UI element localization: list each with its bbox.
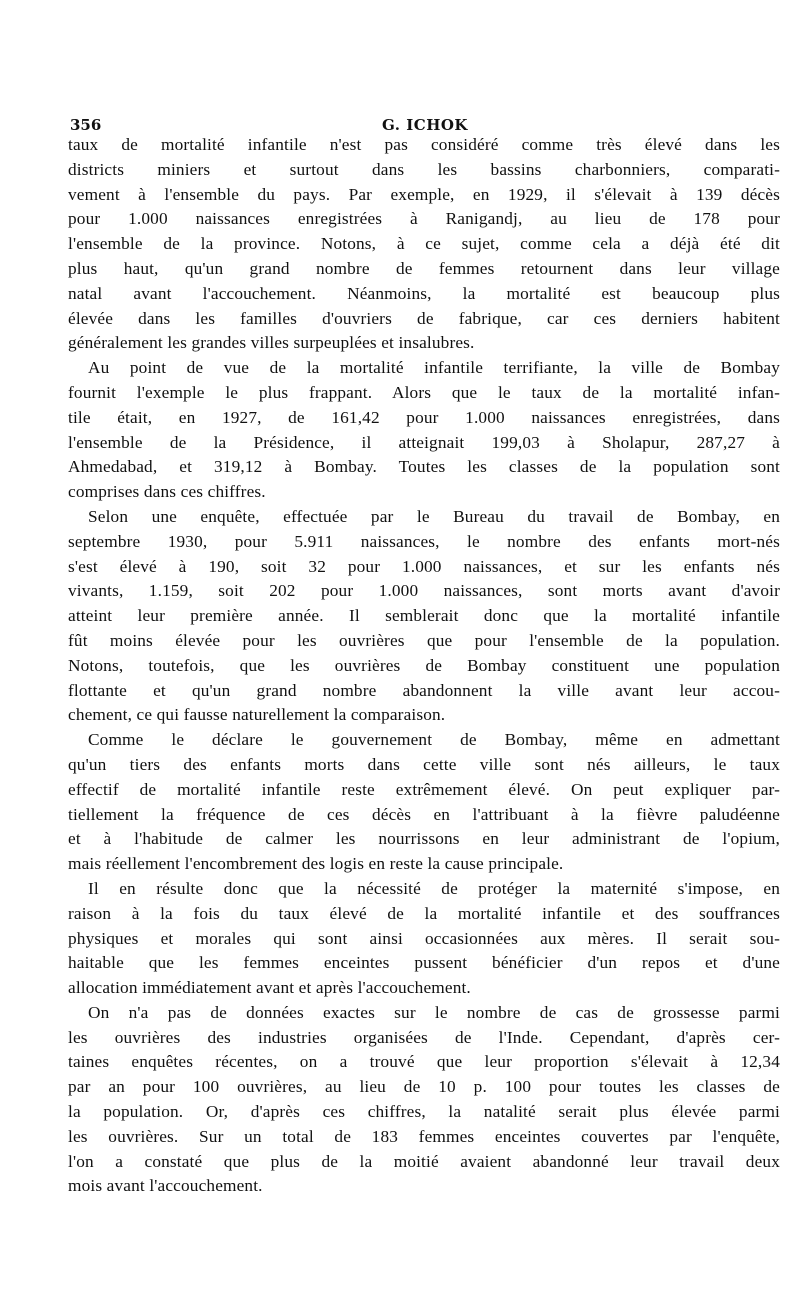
paragraph — [68, 356, 780, 505]
text-line: l'ensemble de la Présidence, il atteignait 199,03 à Sholapur, 287,27 à — [68, 432, 780, 452]
text-line: mois avant l'accouchement. — [68, 1176, 263, 1196]
text-line: l'on a constaté que plus de la moitié avaient abandonné leur travail deux — [68, 1151, 780, 1171]
text-line: taux de mortalité infantile n'est pas considéré comme très élevé dans les — [68, 135, 780, 154]
text-line: s'est élevé à 190, soit 32 pour 1.000 naissances, et sur les enfants nés — [68, 556, 780, 576]
text-line: effectif de mortalité infantile reste extrêmement élevé. On peut expliquer par- — [68, 779, 780, 799]
text-line: la population. Or, d'après ces chiffres, la natalité serait plus élevée parmi — [68, 1102, 780, 1122]
text-line: et à l'habitude de calmer les nourrissons en leur administrant de l'opium, — [68, 829, 780, 849]
text-line: Au point de vue de la mortalité infantile terrifiante, la ville de Bombay — [88, 358, 780, 378]
page-number: 356 — [70, 116, 102, 134]
text-line: fournit l'exemple le plus frappant. Alors que le taux de la mortalité infan- — [68, 382, 780, 402]
text-line: Ahmedabad, et 319,12 à Bombay. Toutes les classes de la population sont — [68, 457, 780, 477]
text-line: Il en résulte donc que la nécessité de protéger la maternité s'impose, en — [88, 878, 780, 898]
text-line: taines enquêtes récentes, on a trouvé que leur proportion s'élevait à 12,34 — [68, 1052, 780, 1072]
text-line: mais réellement l'encombrement des logis en reste la cause principale. — [68, 854, 564, 874]
text-line: élevée dans les familles d'ouvriers de fabrique, car ces derniers habitent — [68, 308, 780, 328]
text-line: les ouvrières des industries organisées de l'Inde. Cependant, d'après cer- — [68, 1027, 780, 1047]
text-line: allocation immédiatement avant et après l'accouchement. — [68, 978, 471, 998]
text-line: comprises dans ces chiffres. — [68, 482, 266, 502]
running-title: G. ICHOK — [382, 116, 468, 134]
text-line: tile était, en 1927, de 161,42 pour 1.000 naissances enregistrées, dans — [68, 407, 780, 427]
text-line: tiellement la fréquence de ces décès en l'attribuant à la fièvre paludéenne — [68, 804, 780, 824]
text-line: Notons, toutefois, que les ouvrières de Bombay constituent une population — [68, 655, 780, 675]
text-line: physiques et morales qui sont ainsi occasionnées aux mères. Il serait sou- — [68, 928, 780, 948]
text-line: atteint leur première année. Il semblerait donc que la mortalité infantile — [68, 606, 780, 626]
text-line: septembre 1930, pour 5.911 naissances, le nombre des enfants mort-nés — [68, 531, 780, 551]
text-line: généralement les grandes villes surpeuplées et insalubres. — [68, 333, 475, 353]
text-line: les ouvrières. Sur un total de 183 femmes enceintes couvertes par l'enquête, — [68, 1126, 780, 1146]
text-line: qu'un tiers des enfants morts dans cette ville sont nés ailleurs, le taux — [68, 754, 780, 774]
text-line: chement, ce qui fausse naturellement la comparaison. — [68, 705, 446, 725]
text-line: haitable que les femmes enceintes pussent bénéficier d'un repos et d'une — [68, 953, 780, 973]
text-line: vivants, 1.159, soit 202 pour 1.000 naissances, sont morts avant d'avoir — [68, 581, 780, 601]
text-line: l'ensemble de la province. Notons, à ce sujet, comme cela a déjà été dit — [68, 234, 780, 254]
paragraph — [68, 728, 780, 877]
paragraph — [68, 1001, 780, 1199]
text-line: natal avant l'accouchement. Néanmoins, la mortalité est beaucoup plus — [68, 283, 780, 303]
text-line: flottante et qu'un grand nombre abandonnent la ville avant leur accou- — [68, 680, 780, 700]
paragraph — [68, 877, 780, 1001]
text-line: fût moins élevée pour les ouvrières que pour l'ensemble de la population. — [68, 630, 780, 650]
text-line: plus haut, qu'un grand nombre de femmes retournent dans leur village — [68, 258, 780, 278]
paragraph — [68, 133, 780, 356]
paragraph — [68, 505, 780, 728]
page-body — [68, 133, 780, 1199]
text-line: Comme le déclare le gouvernement de Bombay, même en admettant — [88, 730, 780, 750]
text-line: par an pour 100 ouvrières, au lieu de 10 p. 100 pour toutes les classes de — [68, 1077, 780, 1097]
text-line: pour 1.000 naissances enregistrées à Ranigandj, au lieu de 178 pour — [68, 209, 780, 229]
text-line: On n'a pas de données exactes sur le nombre de cas de grossesse parmi — [88, 1002, 780, 1022]
text-line: districts miniers et surtout dans les bassins charbonniers, comparati- — [68, 159, 780, 179]
text-line: vement à l'ensemble du pays. Par exemple, en 1929, il s'élevait à 139 décès — [68, 184, 780, 204]
text-line: Selon une enquête, effectuée par le Bureau du travail de Bombay, en — [88, 506, 780, 526]
text-line: raison à la fois du taux élevé de la mortalité infantile et des souffrances — [68, 903, 780, 923]
